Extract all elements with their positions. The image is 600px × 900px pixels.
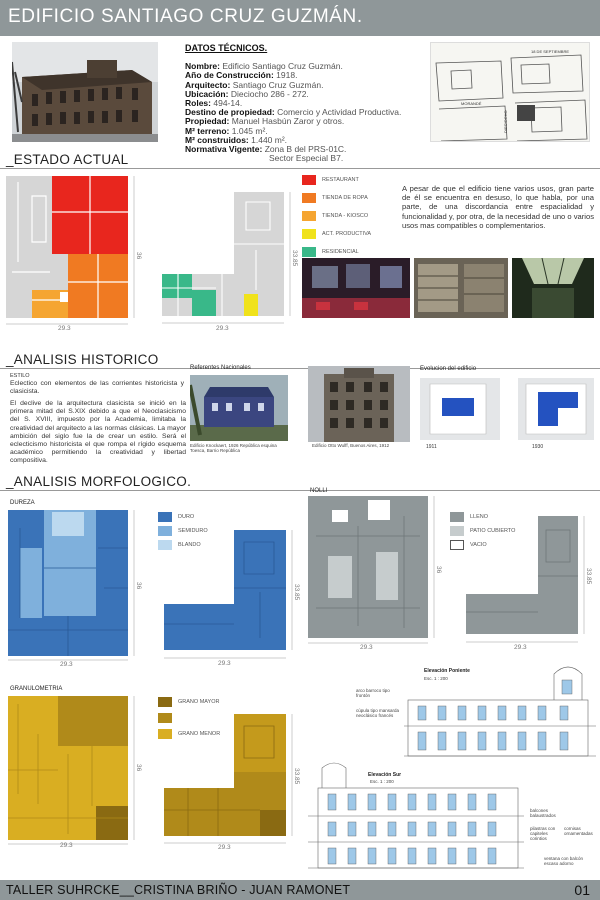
elevacion-poniente-title: Elevación Poniente	[424, 668, 470, 674]
tech-row: M² terreno: 1.045 m².	[185, 125, 268, 136]
building-photo	[12, 42, 158, 142]
evolucion-plan-1930	[518, 378, 594, 452]
referente-caption-2: Edificio Otto Wulff, Buenos Aires, 1912	[312, 443, 390, 448]
analisis-morfologico-title: _ANALISIS MORFOLOGICO.	[6, 474, 192, 489]
page-number: 01	[574, 882, 590, 898]
location-map	[430, 42, 590, 142]
legend-item: GRANO MENOR	[158, 726, 220, 742]
annotation: ventana con balcón escaso adorno	[544, 856, 584, 866]
dimension-height: 33.85	[293, 768, 300, 785]
tech-row: Destino de propiedad: Comercio y Actividad Productiva.	[185, 107, 402, 118]
dimension-height: 36	[135, 252, 142, 260]
legend-swatch	[450, 540, 464, 550]
legend-item: GRANO MAYOR	[158, 694, 220, 710]
dimension-width: 29.3	[60, 842, 73, 849]
tech-row: Ubicación: Dieciocho 286 - 272.	[185, 88, 309, 99]
legend-swatch	[450, 512, 464, 522]
legend-swatch	[158, 697, 172, 707]
analisis-historico-title: _ANALISIS HISTORICO	[6, 352, 159, 367]
elevacion-sur-scale: Esc. 1 : 200	[370, 779, 394, 784]
dimension-width: 29.3	[514, 644, 527, 651]
dimension-width: 29.3	[360, 644, 373, 651]
legend-swatch	[158, 729, 172, 739]
tech-row: Roles: 494-14.	[185, 98, 243, 109]
legend-item: RESIDENCIAL	[302, 243, 371, 261]
annotation: balcones balaustrados	[530, 808, 556, 818]
elevacion-sur-drawing	[308, 758, 524, 876]
legend-item: DURO	[158, 510, 208, 524]
estilo-label: ESTILO	[10, 373, 30, 379]
estado-plan-upper	[160, 190, 300, 332]
elevacion-poniente-drawing	[404, 660, 596, 770]
technical-data	[185, 44, 425, 163]
estado-text: A pesar de que el edificio tiene varios usos, gran parte de él se encuentra en desuso, lo que habla, por una parte, de una discordancia entre espacialidad y funcionalidad y, por otra, de la necesidad de uno o varios usos mas compatibles o complementarios.	[402, 184, 594, 230]
evolucion-label: Evolucion del edificio	[420, 366, 477, 372]
granulometria-plan-ground	[8, 694, 148, 848]
historico-paragraph: El declive de la arquitectura clasicista se inició en la primera mitad del S.XIX debido a que el Neoclasicismo del S. XVIII, impuesto por la Academia, limitaba la creatividad del arquitecto a las normas clásicas. La mayor ambición del siglo fue la de crear un estilo. Será el eclecticismo historicista el que rompa el rígido esquema académico permitiendo la creatividad y libertad compositiva.	[10, 400, 186, 465]
map-label: DIECIOCHO	[503, 110, 508, 133]
elevacion-sur-title: Elevación Sur	[368, 772, 402, 778]
legend-item: ACT. PRODUCTIVA	[302, 225, 371, 243]
year-label: 1911	[426, 444, 437, 450]
interior-photo-restaurant	[302, 258, 410, 318]
dimension-height: 36	[435, 566, 442, 574]
dimension-width: 29.3	[218, 844, 231, 851]
page-title: EDIFICIO SANTIAGO CRUZ GUZMÁN.	[8, 6, 363, 27]
legend-swatch	[302, 175, 316, 185]
granulometria-label: GRANULOMETRIA	[10, 686, 63, 692]
map-label: 18 DE SEPTIEMBRE	[531, 49, 570, 54]
section-divider	[0, 168, 600, 169]
legend-item: SEMIDURO	[158, 524, 208, 538]
dimension-width: 29.3	[60, 661, 73, 668]
annotation: arco barroco tipo frontón	[356, 688, 390, 698]
map-label: MORANDÉ	[461, 101, 482, 106]
dimension-height: 33.85	[291, 250, 298, 267]
dureza-legend	[158, 510, 208, 552]
tech-row: Normativa Vigente: Zona B del PRS-01C.	[185, 144, 347, 155]
elevacion-poniente-scale: Esc. 1 : 200	[424, 676, 448, 681]
nolli-label: NOLLI	[310, 488, 328, 494]
legend-swatch	[158, 526, 172, 536]
legend-swatch	[158, 540, 172, 550]
referentes-label: Referentes Nacionales	[190, 365, 251, 371]
footer-title: TALLER SUHRCKE__CRISTINA BRIÑO - JUAN RAMONET	[6, 883, 351, 897]
granulometria-legend	[158, 694, 220, 742]
dimension-height: 36	[135, 764, 142, 772]
referente-photo-otto-wulff	[308, 366, 410, 442]
legend-swatch	[302, 193, 316, 203]
dimension-height: 36	[135, 582, 142, 590]
legend-item: RESTAURANT	[302, 171, 371, 189]
section-divider	[0, 368, 600, 369]
year-label: 1930	[532, 444, 544, 450]
dimension-height: 33.85	[585, 568, 592, 585]
tech-row: Propiedad: Manuel Hasbún Zaror y otros.	[185, 116, 345, 127]
legend-swatch	[302, 229, 316, 239]
legend-item: VACIO	[450, 538, 515, 552]
dimension-width: 29.3	[58, 325, 71, 332]
legend-item	[158, 710, 220, 726]
annotation: cúpula tipo mansarda neoclásico francés	[356, 708, 400, 718]
estado-actual-title: _ESTADO ACTUAL	[6, 152, 129, 167]
tech-row: Arquitecto: Santiago Cruz Guzmán.	[185, 79, 324, 90]
referente-caption-1: Edificio Knockaert, 1926 República esquina Toesca, Barrio República	[190, 443, 277, 453]
tech-row: Año de Construcción: 1918.	[185, 70, 298, 81]
legend-item: BLANDO	[158, 538, 208, 552]
nolli-legend	[450, 510, 515, 552]
legend-swatch	[302, 247, 316, 257]
referente-photo-knockaert	[190, 375, 288, 441]
legend-swatch	[302, 211, 316, 221]
tech-row: Nombre: Edificio Santiago Cruz Guzmán.	[185, 61, 343, 72]
legend-item: LLENO	[450, 510, 515, 524]
legend-item: PATIO CUBIERTO	[450, 524, 515, 538]
annotation: cornisas ornamentadas	[564, 826, 593, 836]
section-divider	[0, 490, 600, 491]
estado-plan-ground	[6, 172, 142, 332]
interior-photo-skylight	[512, 258, 594, 318]
dimension-width: 29.3	[218, 660, 231, 667]
interior-photo-store	[414, 258, 508, 318]
legend-item: TIENDA - KIOSCO	[302, 207, 371, 225]
dimension-height: 33.85	[293, 584, 300, 601]
dureza-label: DUREZA	[10, 500, 35, 506]
tech-row-extra: Sector Especial B7.	[269, 153, 344, 164]
dimension-width: 29.3	[216, 325, 229, 332]
tech-row: M² construidos: 1.440 m².	[185, 134, 288, 145]
annotation: pilastras con capiteles corintios	[530, 826, 556, 841]
nolli-plan-ground	[308, 496, 448, 652]
estilo-text: Eclectico con elementos de las corrientes historicista y clasicista.	[10, 380, 184, 396]
legend-swatch	[158, 713, 172, 723]
technical-data-heading: DATOS TÉCNICOS.	[185, 43, 268, 53]
legend-item: TIENDA DE ROPA	[302, 189, 371, 207]
evolucion-plan-1911	[420, 378, 500, 452]
legend-swatch	[450, 526, 464, 536]
legend-swatch	[158, 512, 172, 522]
dureza-plan-ground	[8, 508, 148, 668]
